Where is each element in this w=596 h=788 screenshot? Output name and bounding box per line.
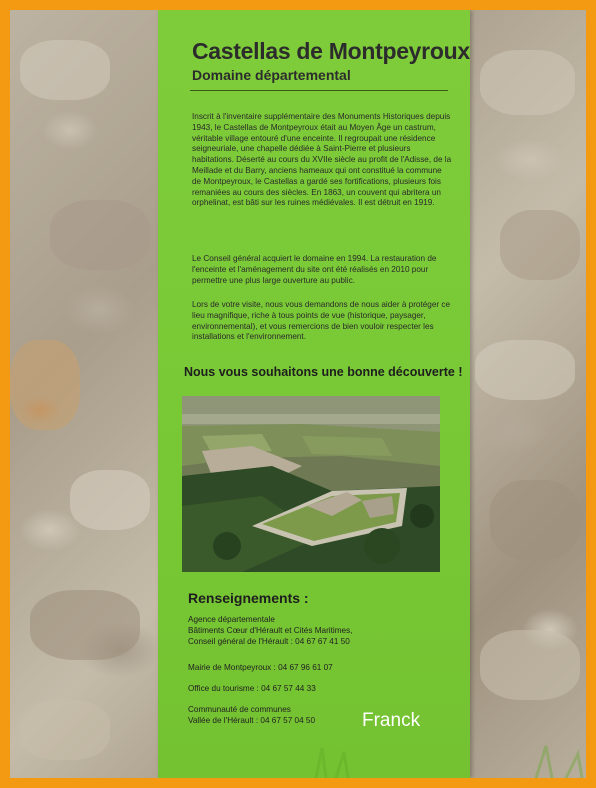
title-divider bbox=[190, 90, 448, 91]
wall-stone bbox=[20, 700, 110, 760]
wall-stone bbox=[30, 590, 140, 660]
photo bbox=[10, 10, 586, 778]
contact-community: Communauté de communes Vallée de l'Hérault : 04 67 57 04 50 bbox=[188, 705, 316, 725]
wall-stone bbox=[70, 470, 150, 530]
sign-title: Castellas de Montpeyroux bbox=[192, 38, 470, 64]
wall-stone bbox=[475, 340, 575, 400]
info-heading: Renseignements : bbox=[188, 590, 309, 606]
welcome-slogan: Nous vous souhaitons une bonne découverte ! bbox=[184, 365, 463, 379]
restoration-paragraph: Le Conseil général acquiert le domaine en 1994. La restauration de l'enceinte et l'aménagement du site ont été réalisés en 2010 pour permettre une plus large ouverture au public. bbox=[192, 254, 437, 285]
wall-stone bbox=[480, 630, 580, 700]
wall-stone bbox=[20, 40, 110, 100]
contact-agency: Agence départementale Bâtiments Cœur d'Hérault et Cités Maritimes, Conseil général de l'Hérault : 04 67 67 41 50 bbox=[188, 615, 353, 646]
wall-stone bbox=[500, 210, 580, 280]
grass-decoration bbox=[306, 738, 586, 778]
info-sign bbox=[158, 10, 470, 778]
wall-stone bbox=[490, 480, 580, 560]
photographer-watermark: Franck bbox=[362, 710, 421, 731]
wall-stone bbox=[50, 200, 150, 270]
history-paragraph: Inscrit à l'inventaire supplémentaire des Monuments Historiques depuis 1943, le Castellas de Montpeyroux était au Moyen Âge un castrum, véritable village entouré d'une enceinte. Il regroupait une résidence seigneuriale, une chapelle dédiée à Saint-Pierre et plusieurs habitations. Déserté au cours du XVIIe siècle au profit de l'Adisse, de la Meillade et du Barry, anciens hameaux qui ont constitué la commune de Montpeyroux, le Castellas a gardé ses fortifications, plusieurs fois remaniées au cours des siècles. En 1863, un couvent qui abritera un orphelinat, est bâti sur les ruines médiévales. Il est détruit en 1919. bbox=[192, 112, 452, 208]
wall-stone bbox=[480, 50, 575, 115]
wall-stone bbox=[10, 340, 80, 430]
sign-subtitle: Domaine départemental bbox=[192, 67, 351, 83]
visitor-paragraph: Lors de votre visite, nous vous demandons de nous aider à protéger ce lieu magnifique, riche à tous points de vue (historique, paysager, environnemental), et vous remercions de bien vouloir respecter les installations et l'environnement. bbox=[192, 300, 451, 342]
aerial-photo bbox=[182, 396, 440, 572]
contact-mairie: Mairie de Montpeyroux : 04 67 96 61 07 bbox=[188, 663, 333, 672]
contact-tourism: Office du tourisme : 04 67 57 44 33 bbox=[188, 684, 316, 693]
